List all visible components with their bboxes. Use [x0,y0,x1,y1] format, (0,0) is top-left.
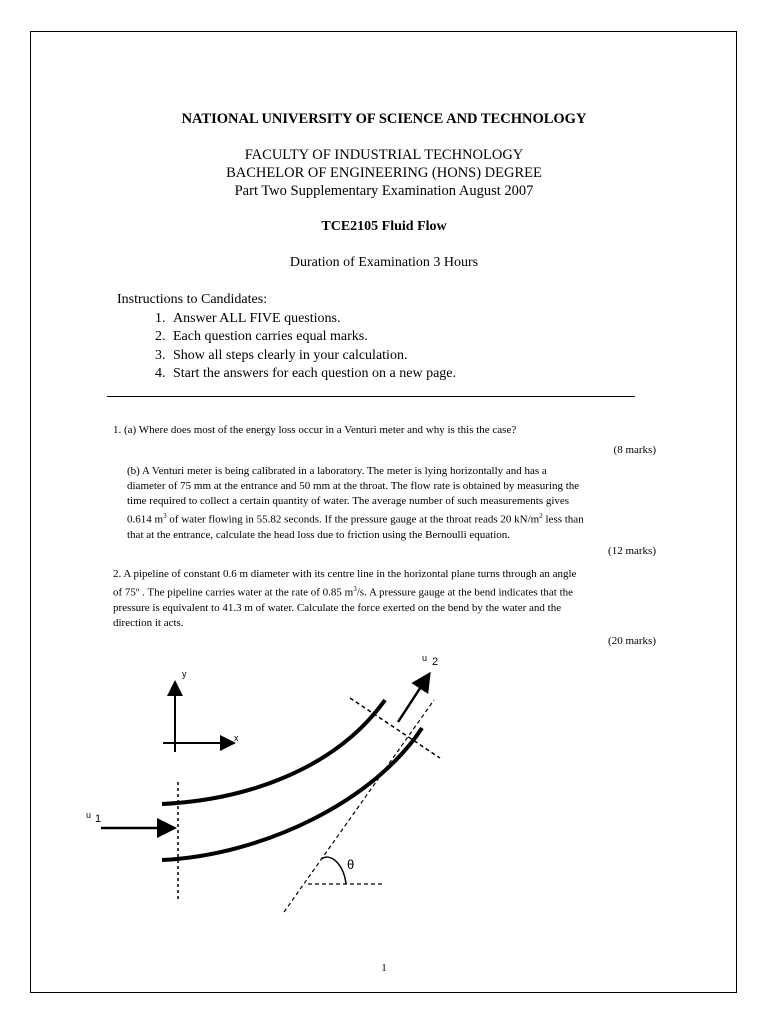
pipe-wall-lower [162,728,422,860]
pipe-wall-upper [162,700,385,804]
question-1b-line: that at the entrance, calculate the head loss due to friction using the Bernoulli equation. [127,528,511,541]
theta-label: θ [347,857,355,872]
question-2-line: 2. A pipeline of constant 0.6 m diameter with its centre line in the horizontal plane turns through an angle [113,568,577,580]
instruction-item: 2. Each question carries equal marks. [169,328,456,347]
page-number: 1 [381,962,387,974]
instructions-heading: Instructions to Candidates: [117,292,268,307]
question-2-marks: (20 marks) [608,635,656,647]
faculty-line: FACULTY OF INDUSTRIAL TECHNOLOGY [244,147,524,163]
exam-duration: Duration of Examination 3 Hours [289,255,479,270]
u2-label: u 2 [422,653,439,668]
y-axis-label: y [182,669,187,679]
instruction-item: 4. Start the answers for each question on a new page. [169,365,456,384]
question-2-line: direction it acts. [113,616,184,629]
question-1b-line: (b) A Venturi meter is being calibrated in a laboratory. The meter is lying horizontally and has a [127,465,547,477]
question-1a-marks: (8 marks) [613,444,656,456]
x-axis-label: x [234,733,239,743]
question-1b-line: time required to collect a certain quantity of water. The average number of such measurements gives [127,495,570,507]
degree-line: BACHELOR OF ENGINEERING (HONS) DEGREE [226,165,542,181]
u1-label: u 1 [86,810,102,825]
university-title: NATIONAL UNIVERSITY OF SCIENCE AND TECHNOLOGY [181,111,587,127]
instruction-item: 3. Show all steps clearly in your calculation. [169,347,456,366]
question-2-line: of 75º . The pipeline carries water at the rate of 0.85 $m^3/s$. A pressure gauge at the bend indicates that the [113,585,574,599]
question-1b-marks: (12 marks) [608,545,656,557]
angle-arc [321,857,346,884]
question-2-line: pressure is equivalent to 41.3 m of water. Calculate the force exerted on the bend by the water and the [113,601,562,614]
course-title: TCE2105 Fluid Flow [321,219,447,234]
question-1a: 1. (a) Where does most of the energy loss occur in a Venturi meter and why is this the case? [113,424,517,436]
instruction-item: 1. Answer ALL FIVE questions. [169,310,456,329]
exam-line: Part Two Supplementary Examination August 2007 [234,183,534,199]
question-1b-line: diameter of 75 mm at the entrance and 50 mm at the throat. The flow rate is obtained by measuring the [127,480,580,492]
question-1b-line: 0.614 $m^3$ of water flowing in 55.82 seconds. If the pressure gauge at the throat reads 20 $kN/m^2$ less than [127,512,584,526]
